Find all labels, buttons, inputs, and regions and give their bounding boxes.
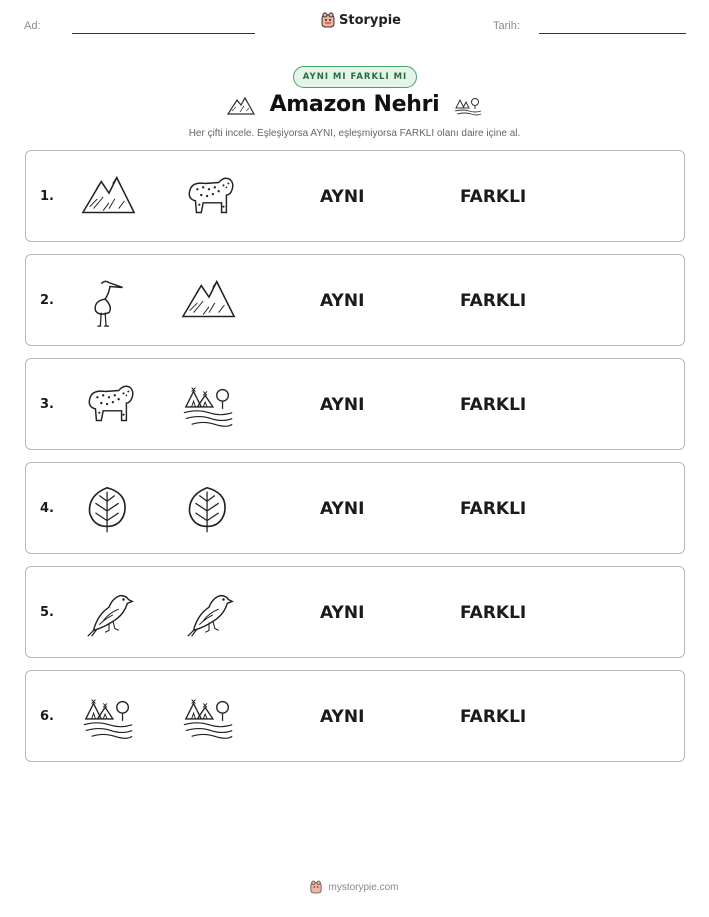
- bird-icon: [80, 585, 138, 641]
- worksheet-type-badge: AYNI MI FARKLI MI: [293, 66, 417, 88]
- mountain-icon: [80, 169, 138, 225]
- heron-icon: [80, 273, 138, 329]
- different-option[interactable]: FARKLI: [460, 707, 527, 727]
- different-option[interactable]: FARKLI: [460, 395, 527, 415]
- different-option[interactable]: FARKLI: [460, 187, 527, 207]
- question-row-1: [25, 150, 685, 242]
- village-icon: [453, 94, 483, 116]
- row-number: 3.: [40, 397, 54, 412]
- question-row-4: [25, 462, 685, 554]
- same-option[interactable]: AYNI: [320, 291, 365, 311]
- different-option[interactable]: FARKLI: [460, 291, 527, 311]
- row-number: 6.: [40, 709, 54, 724]
- date-label: Tarih:: [493, 20, 520, 32]
- bird-icon: [180, 585, 238, 641]
- name-label: Ad:: [24, 20, 41, 32]
- brand-name: Storypie: [339, 12, 401, 28]
- question-row-3: [25, 358, 685, 450]
- same-option[interactable]: AYNI: [320, 187, 365, 207]
- different-option[interactable]: FARKLI: [460, 499, 527, 519]
- name-line[interactable]: [72, 33, 255, 34]
- jaguar-icon: [80, 377, 138, 433]
- village-icon: [80, 689, 138, 745]
- row-number: 2.: [40, 293, 54, 308]
- same-option[interactable]: AYNI: [320, 707, 365, 727]
- same-option[interactable]: AYNI: [320, 499, 365, 519]
- same-option[interactable]: AYNI: [320, 395, 365, 415]
- village-icon: [180, 377, 238, 433]
- page-title: Amazon Nehri: [269, 92, 440, 117]
- question-row-6: [25, 670, 685, 762]
- same-option[interactable]: AYNI: [320, 603, 365, 623]
- question-row-5: [25, 566, 685, 658]
- storypie-mascot-icon: [321, 12, 335, 28]
- footer-url[interactable]: mystorypie.com: [328, 881, 399, 893]
- leaf-icon: [180, 481, 238, 537]
- row-number: 5.: [40, 605, 54, 620]
- jaguar-icon: [180, 169, 238, 225]
- row-number: 1.: [40, 189, 54, 204]
- footer: [0, 880, 709, 894]
- mountain-icon: [180, 273, 238, 329]
- instructions: Her çifti incele. Eşleşiyorsa AYNI, eşleşmiyorsa FARKLI olanı daire içine al.: [188, 128, 521, 139]
- mountain-icon: [226, 94, 256, 116]
- brand-logo: [321, 12, 401, 28]
- date-line[interactable]: [539, 33, 686, 34]
- village-icon: [180, 689, 238, 745]
- title-row: [0, 92, 709, 117]
- leaf-icon: [80, 481, 138, 537]
- storypie-mascot-icon: [310, 880, 322, 894]
- different-option[interactable]: FARKLI: [460, 603, 527, 623]
- row-number: 4.: [40, 501, 54, 516]
- question-row-2: [25, 254, 685, 346]
